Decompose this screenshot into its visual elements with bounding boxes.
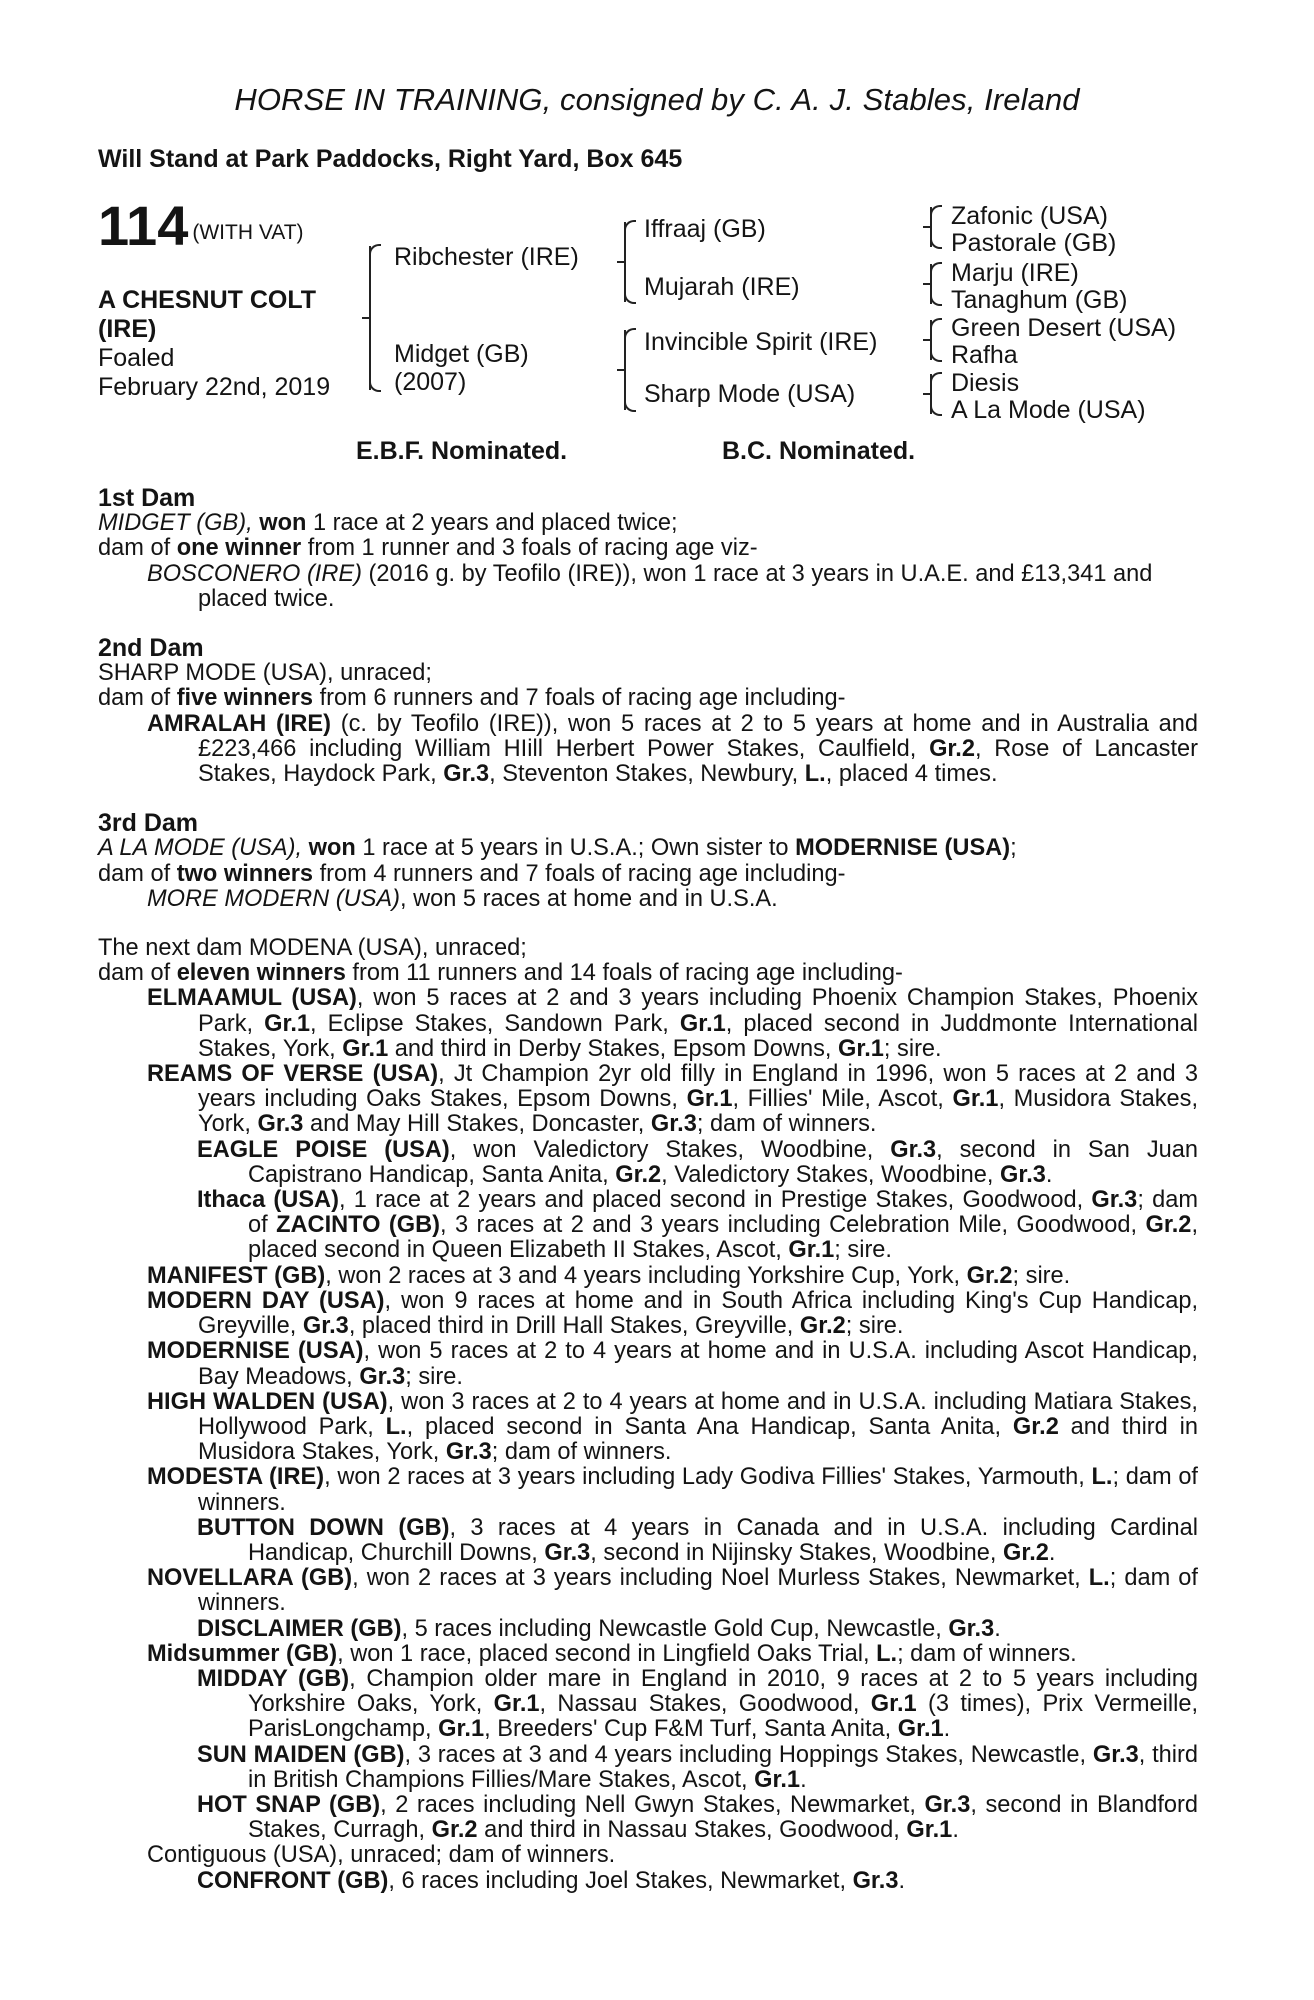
- progeny-entry: DISCLAIMER (GB), 5 races including Newcastle Gold Cup, Newcastle, Gr.3.: [197, 1615, 1001, 1642]
- bc-nomination: B.C. Nominated.: [722, 437, 916, 465]
- pedigree-brace: [624, 330, 638, 410]
- dam-year: (2007): [394, 368, 467, 396]
- progeny-entry: Midsummer (GB), won 1 race, placed second in Lingfield Oaks Trial, L.; dam of winners.: [147, 1640, 1077, 1667]
- grand-ancestor-7: Diesis: [951, 369, 1020, 397]
- next-dam-line: The next dam MODENA (USA), unraced;: [98, 935, 527, 962]
- sire-sire-name: Iffraaj (GB): [644, 215, 766, 243]
- progeny-entry: CONFRONT (GB), 6 races including Joel Stakes, Newmarket, Gr.3.: [197, 1867, 906, 1894]
- grand-ancestor-3: Marju (IRE): [951, 259, 1079, 287]
- first-dam-progeny: BOSCONERO (IRE) (2016 g. by Teofilo (IRE)), won 1 race at 3 years in U.A.E. and £13,341 and placed twice.: [147, 560, 1153, 612]
- first-dam-heading: 1st Dam: [98, 484, 196, 512]
- dam-name: Midget (GB): [394, 340, 529, 368]
- progeny-entry: REAMS OF VERSE (USA), Jt Champion 2yr old filly in England in 1996, won 5 races at 2 and 3 years including Oaks Stakes, Epsom Downs, Gr.1, Fillies' Mile, Ascot, Gr.1, Musidora Stakes, York, Gr.3 and May Hill Stakes, Doncaster, Gr.3; dam of winners.: [147, 1061, 1199, 1138]
- third-dam-produce-summary: dam of two winners from 4 runners and 7 foals of racing age including-: [98, 860, 846, 887]
- sire-dam-name: Mujarah (IRE): [644, 273, 800, 301]
- progeny-entry: SUN MAIDEN (GB), 3 races at 3 and 4 years including Hoppings Stakes, Newcastle, Gr.3, third in British Champions Fillies/Mare Stakes, Ascot, Gr.1.: [197, 1741, 1198, 1793]
- grand-ancestor-5: Green Desert (USA): [951, 314, 1177, 342]
- next-dam-progeny-list: [98, 986, 1198, 1893]
- progeny-entry: NOVELLARA (GB), won 2 races at 3 years including Noel Murless Stakes, Newmarket, L.; dam of winners.: [147, 1565, 1198, 1617]
- lot-number: 114: [98, 194, 189, 257]
- progeny-entry: MODERNISE (USA), won 5 races at 2 to 4 years at home and in U.S.A. including Ascot Handicap, Bay Meadows, Gr.3; sire.: [147, 1338, 1198, 1390]
- pedigree-brace: [624, 222, 638, 302]
- subject-origin: (IRE): [98, 315, 157, 343]
- grand-ancestor-4: Tanaghum (GB): [951, 286, 1128, 314]
- first-dam-line: MIDGET (GB), won 1 race at 2 years and placed twice;: [98, 510, 678, 537]
- dam-dam-name: Sharp Mode (USA): [644, 380, 856, 408]
- vat-note: (WITH VAT): [192, 221, 304, 244]
- grand-ancestor-2: Pastorale (GB): [951, 229, 1117, 257]
- pedigree-brace: [369, 246, 383, 390]
- second-dam-progeny: AMRALAH (IRE) (c. by Teofilo (IRE)), won 5 races at 2 to 5 years at home and in Australia and £223,466 including William HIill Herbert Power Stakes, Caulfield, Gr.2, Rose of Lancaster Stakes, Haydock Park, Gr.3, Steventon Stakes, Newbury, L., placed 4 times.: [147, 710, 1199, 788]
- subject-description: [98, 286, 330, 402]
- progeny-entry: HOT SNAP (GB), 2 races including Nell Gwyn Stakes, Newmarket, Gr.3, second in Blandford Stakes, Curragh, Gr.2 and third in Nassau Stakes, Goodwood, Gr.1.: [197, 1791, 1198, 1844]
- pedigree-brace: [930, 320, 944, 360]
- first-dam-produce-summary: dam of one winner from 1 runner and 3 foals of racing age viz-: [98, 535, 758, 562]
- progeny-entry: MANIFEST (GB), won 2 races at 3 and 4 years including Yorkshire Cup, York, Gr.2; sire.: [147, 1262, 1071, 1289]
- third-dam-progeny: MORE MODERN (USA), won 5 races at home and in U.S.A.: [147, 885, 778, 912]
- sire-name: Ribchester (IRE): [394, 243, 579, 271]
- ebf-nomination: E.B.F. Nominated.: [356, 437, 568, 465]
- second-dam-heading: 2nd Dam: [98, 634, 204, 663]
- progeny-entry: BUTTON DOWN (GB), 3 races at 4 years in Canada and in U.S.A. including Cardinal Handicap, Churchill Downs, Gr.3, second in Nijinsky Stakes, Woodbine, Gr.2.: [197, 1514, 1198, 1566]
- foaled-label: Foaled: [98, 344, 175, 372]
- pedigree-notes: [98, 486, 1198, 1894]
- next-dam-produce-summary: dam of eleven winners from 11 runners and 14 foals of racing age including-: [98, 960, 903, 987]
- grand-ancestor-8: A La Mode (USA): [951, 396, 1146, 424]
- dam-sire-name: Invincible Spirit (IRE): [644, 328, 878, 356]
- progeny-entry: ELMAAMUL (USA), won 5 races at 2 and 3 years including Phoenix Champion Stakes, Phoenix Park, Gr.1, Eclipse Stakes, Sandown Park, Gr.1, placed second in Juddmonte International Stakes, York, Gr.1 and third in Derby Stakes, Epsom Downs, Gr.1; sire.: [147, 985, 1198, 1062]
- progeny-entry: HIGH WALDEN (USA), won 3 races at 2 to 4 years at home and in U.S.A. including Matiara Stakes, Hollywood Park, L., placed second in Santa Ana Handicap, Santa Anita, Gr.2 and third in Musidora Stakes, York, Gr.3; dam of winners.: [147, 1388, 1198, 1466]
- second-dam-line: SHARP MODE (USA), unraced;: [98, 660, 432, 687]
- progeny-entry: MODERN DAY (USA), won 9 races at home and in South Africa including King's Cup Handicap, Greyville, Gr.3, placed third in Drill Hall Stakes, Greyville, Gr.2; sire.: [147, 1287, 1199, 1340]
- progeny-entry: Contiguous (USA), unraced; dam of winners.: [147, 1842, 616, 1869]
- progeny-entry: EAGLE POISE (USA), won Valedictory Stakes, Woodbine, Gr.3, second in San Juan Capistrano Handicap, Santa Anita, Gr.2, Valedictory Stakes, Woodbine, Gr.3.: [197, 1136, 1198, 1188]
- third-dam-heading: 3rd Dam: [98, 809, 199, 838]
- pedigree-brace: [930, 374, 944, 414]
- progeny-entry: MIDDAY (GB), Champion older mare in England in 2010, 9 races at 2 to 5 years including Yorkshire Oaks, York, Gr.1, Nassau Stakes, Goodwood, Gr.1 (3 times), Prix Vermeille, ParisLongchamp, Gr.1, Breeders' Cup F&M Turf, Santa Anita, Gr.1.: [197, 1665, 1198, 1743]
- pedigree-brace: [930, 264, 944, 304]
- pedigree-brace: [930, 207, 944, 247]
- progeny-entry: Ithaca (USA), 1 race at 2 years and placed second in Prestige Stakes, Goodwood, Gr.3; dam of ZACINTO (GB), 3 races at 2 and 3 years including Celebration Mile, Goodwood, Gr.2, placed second in Queen Elizabeth II Stakes, Ascot, Gr.1; sire.: [197, 1187, 1199, 1264]
- second-dam-produce-summary: dam of five winners from 6 runners and 7 foals of racing age including-: [98, 685, 846, 712]
- grand-ancestor-6: Rafha: [951, 341, 1018, 369]
- catalogue-title: HORSE IN TRAINING, consigned by C. A. J. Stables, Ireland: [234, 82, 1080, 117]
- subject-sex-colour: A CHESNUT COLT: [98, 286, 317, 314]
- progeny-entry: MODESTA (IRE), won 2 races at 3 years including Lady Godiva Fillies' Stakes, Yarmouth, L.; dam of winners.: [147, 1464, 1198, 1516]
- foaled-date: February 22nd, 2019: [98, 373, 331, 401]
- grand-ancestor-1: Zafonic (USA): [951, 202, 1108, 230]
- stand-location: Will Stand at Park Paddocks, Right Yard, Box 645: [98, 145, 683, 173]
- third-dam-line: A LA MODE (USA), won 1 race at 5 years in U.S.A.; Own sister to MODERNISE (USA);: [98, 835, 1017, 862]
- lot-number-block: [98, 194, 304, 257]
